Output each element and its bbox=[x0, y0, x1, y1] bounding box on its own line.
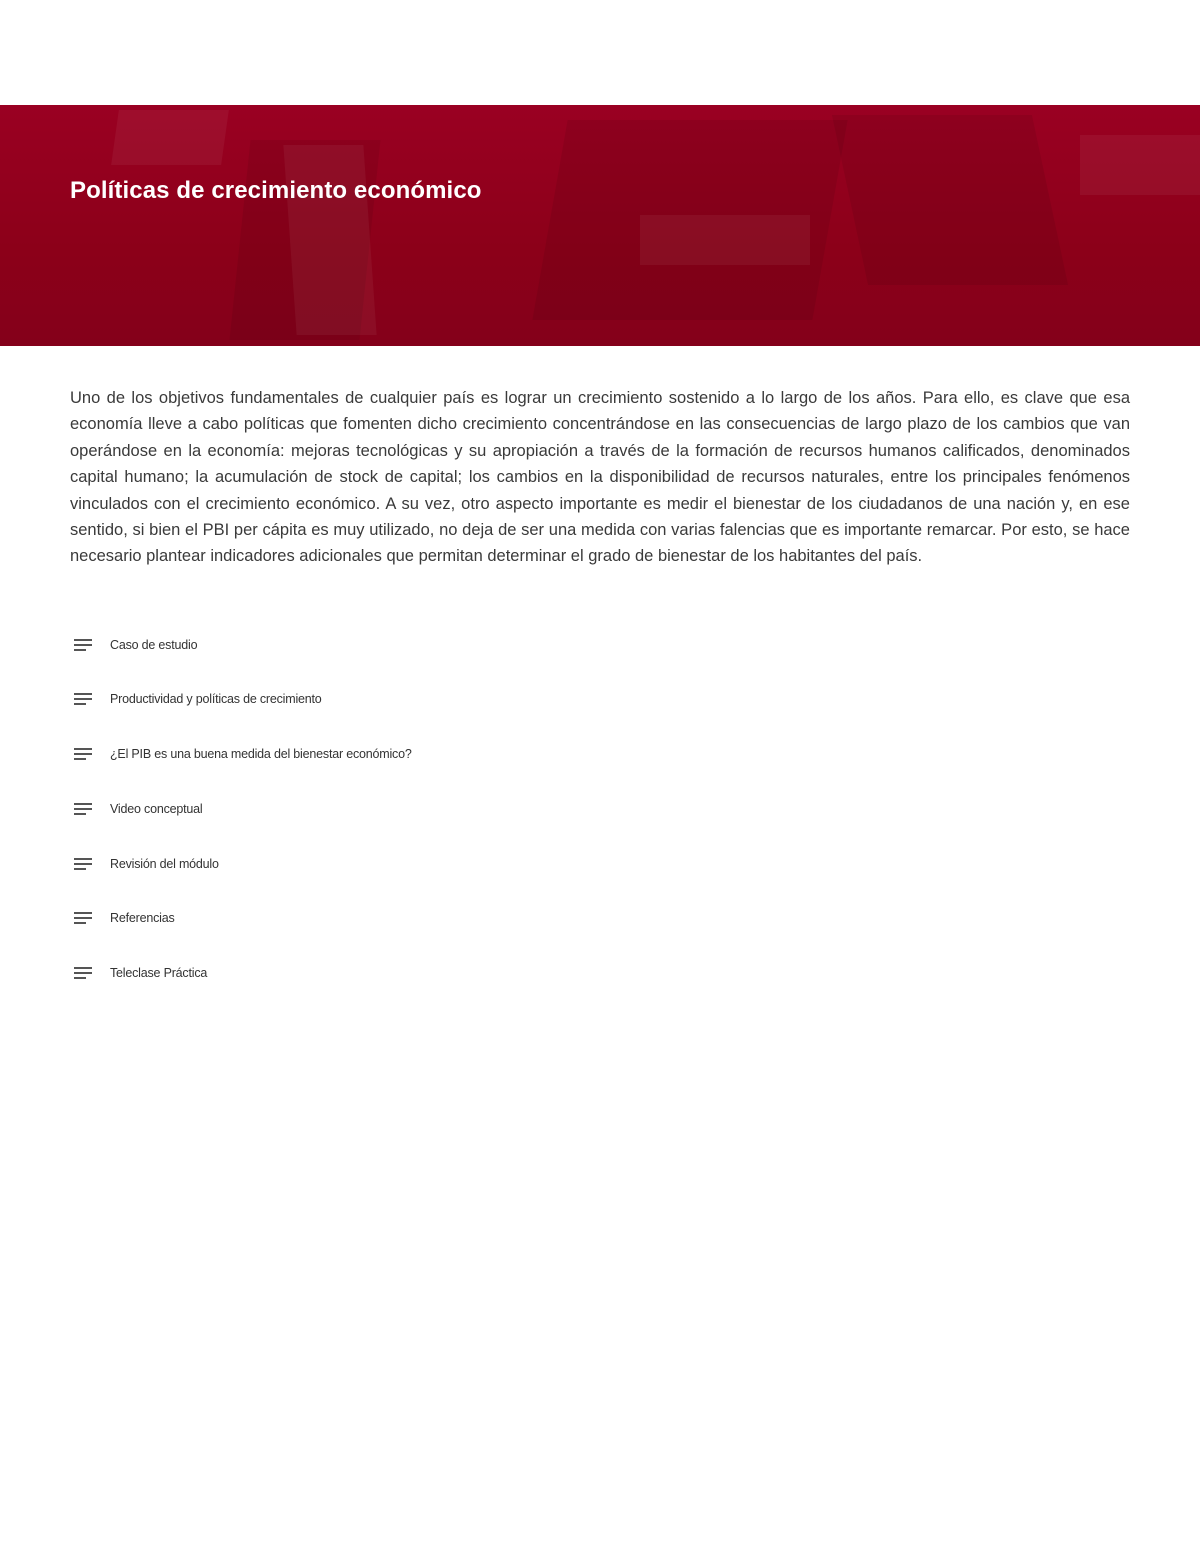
banner-decoration bbox=[283, 145, 376, 335]
lesson-label: Video conceptual bbox=[110, 801, 203, 816]
lesson-item-referencias[interactable] bbox=[74, 905, 412, 932]
lesson-item-pib-bienestar[interactable] bbox=[74, 741, 412, 768]
banner-decoration bbox=[1080, 135, 1200, 195]
lesson-item-revision-modulo[interactable] bbox=[74, 850, 412, 877]
text-lines-icon bbox=[74, 638, 94, 652]
banner-decoration bbox=[111, 110, 229, 165]
banner-decoration bbox=[832, 115, 1068, 285]
lesson-item-video-conceptual[interactable] bbox=[74, 795, 412, 822]
lesson-label: Productividad y políticas de crecimiento bbox=[110, 692, 322, 707]
banner-decoration bbox=[640, 215, 810, 265]
text-lines-icon bbox=[74, 911, 94, 925]
page-title: Políticas de crecimiento económico bbox=[70, 177, 482, 204]
text-lines-icon bbox=[74, 747, 94, 761]
lesson-label: Referencias bbox=[110, 911, 175, 926]
intro-paragraph: Uno de los objetivos fundamentales de cualquier país es lograr un crecimiento sostenido a lo largo de los años. Para ello, es clave que esa economía lleve a cabo políticas que fomenten dicho crecimiento concentrándose en las consecuencias de largo plazo de los cambios que van operándose en la economía: mejoras tecnológicas y su apropiación a través de la formación de recursos humanos calificados, denominados capital humano; la acumulación de stock de capital; los cambios en la disponibilidad de recursos naturales, entre los principales fenómenos vinculados con el crecimiento económico. A su vez, otro aspecto importante es medir el bienestar de los ciudadanos de una nación y, en ese sentido, si bien el PBI per cápita es muy utilizado, no deja de ser una medida con varias falencias que es importante remarcar. Por esto, se hace necesario plantear indicadores adicionales que permitan determinar el grado de bienestar de los habitantes del país. bbox=[70, 389, 1130, 566]
text-lines-icon bbox=[74, 692, 94, 706]
header-banner bbox=[0, 105, 1200, 346]
lesson-item-caso-de-estudio[interactable] bbox=[74, 631, 412, 658]
lesson-label: ¿El PIB es una buena medida del bienestar económico? bbox=[110, 747, 412, 762]
lesson-item-teleclase-practica[interactable] bbox=[74, 960, 412, 987]
lesson-label: Revisión del módulo bbox=[110, 856, 219, 871]
text-lines-icon bbox=[74, 966, 94, 980]
lesson-label: Caso de estudio bbox=[110, 637, 198, 652]
lesson-item-productividad[interactable] bbox=[74, 686, 412, 713]
lesson-list bbox=[74, 631, 412, 1015]
text-lines-icon bbox=[74, 857, 94, 871]
text-lines-icon bbox=[74, 802, 94, 816]
lesson-label: Teleclase Práctica bbox=[110, 966, 208, 981]
